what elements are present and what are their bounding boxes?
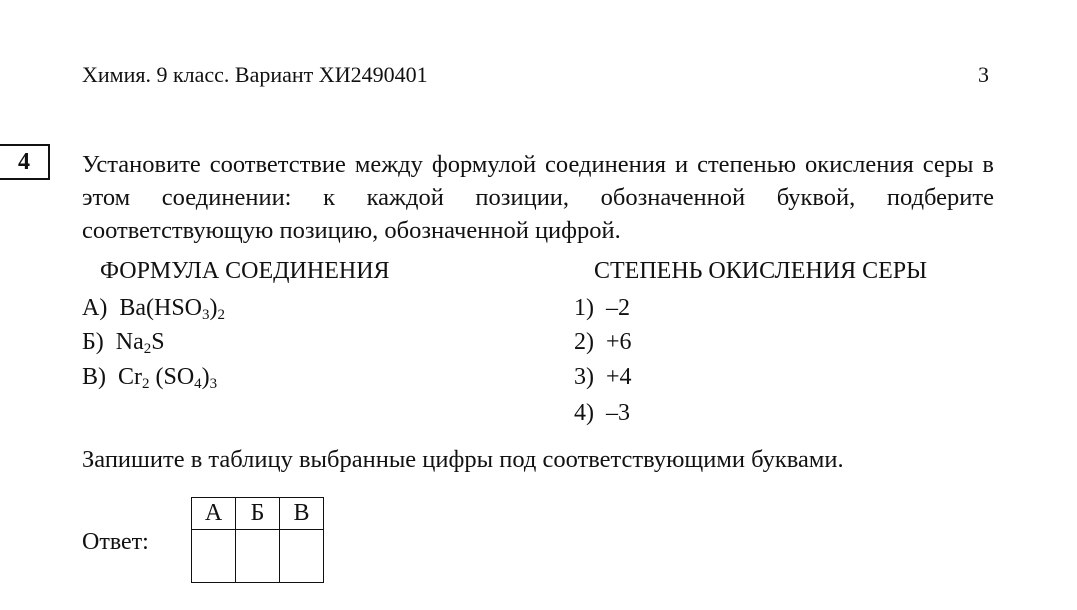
formula: $Cr_2$ $(SO_4)_3$ — [118, 364, 218, 392]
option-number: 4) — [574, 400, 594, 426]
option-row-2 — [574, 326, 632, 359]
formula-row-a — [82, 292, 225, 325]
formula-letter: А) — [82, 295, 108, 321]
answer-cell-a[interactable] — [192, 530, 236, 583]
formula: $Na_2S$ — [115, 329, 165, 357]
option-number: 1) — [574, 295, 594, 321]
formula: $Ba(HSO_3)_2$ — [119, 295, 225, 323]
formula-letter: В) — [82, 364, 106, 390]
option-value: –3 — [606, 400, 630, 426]
instruction-text: Запишите в таблицу выбранные цифры под соответствующими буквами. — [82, 446, 844, 473]
answer-header-b: Б — [236, 498, 280, 530]
task-text: Установите соответствие между формулой соединения и степенью окисления серы в этом соединении: к каждой позиции, обозначенной буквой, подберите соответствующую позицию, обозначенной цифрой. — [82, 151, 994, 244]
option-row-1 — [574, 292, 630, 325]
oxidation-column-title: СТЕПЕНЬ ОКИСЛЕНИЯ СЕРЫ — [594, 258, 928, 284]
option-value: –2 — [606, 295, 630, 321]
formula-row-v — [82, 361, 217, 394]
option-row-3 — [574, 361, 632, 394]
option-row-4 — [574, 397, 630, 430]
option-number: 2) — [574, 329, 594, 355]
option-value: +4 — [606, 364, 632, 390]
formula-row-b — [82, 326, 165, 359]
answer-cell-b[interactable] — [236, 530, 280, 583]
formula-column-title: ФОРМУЛА СОЕДИНЕНИЯ — [100, 258, 390, 284]
task-number-box: 4 — [0, 144, 50, 180]
answer-label: Ответ: — [82, 529, 149, 555]
formula-letter: Б) — [82, 329, 104, 355]
page-number: 3 — [978, 62, 989, 87]
option-value: +6 — [606, 329, 632, 355]
option-number: 3) — [574, 364, 594, 390]
answer-header-v: В — [280, 498, 324, 530]
answer-header-a: А — [192, 498, 236, 530]
answer-table — [191, 497, 324, 583]
header-title: Химия. 9 класс. Вариант ХИ2490401 — [82, 62, 428, 87]
answer-cell-v[interactable] — [280, 530, 324, 583]
